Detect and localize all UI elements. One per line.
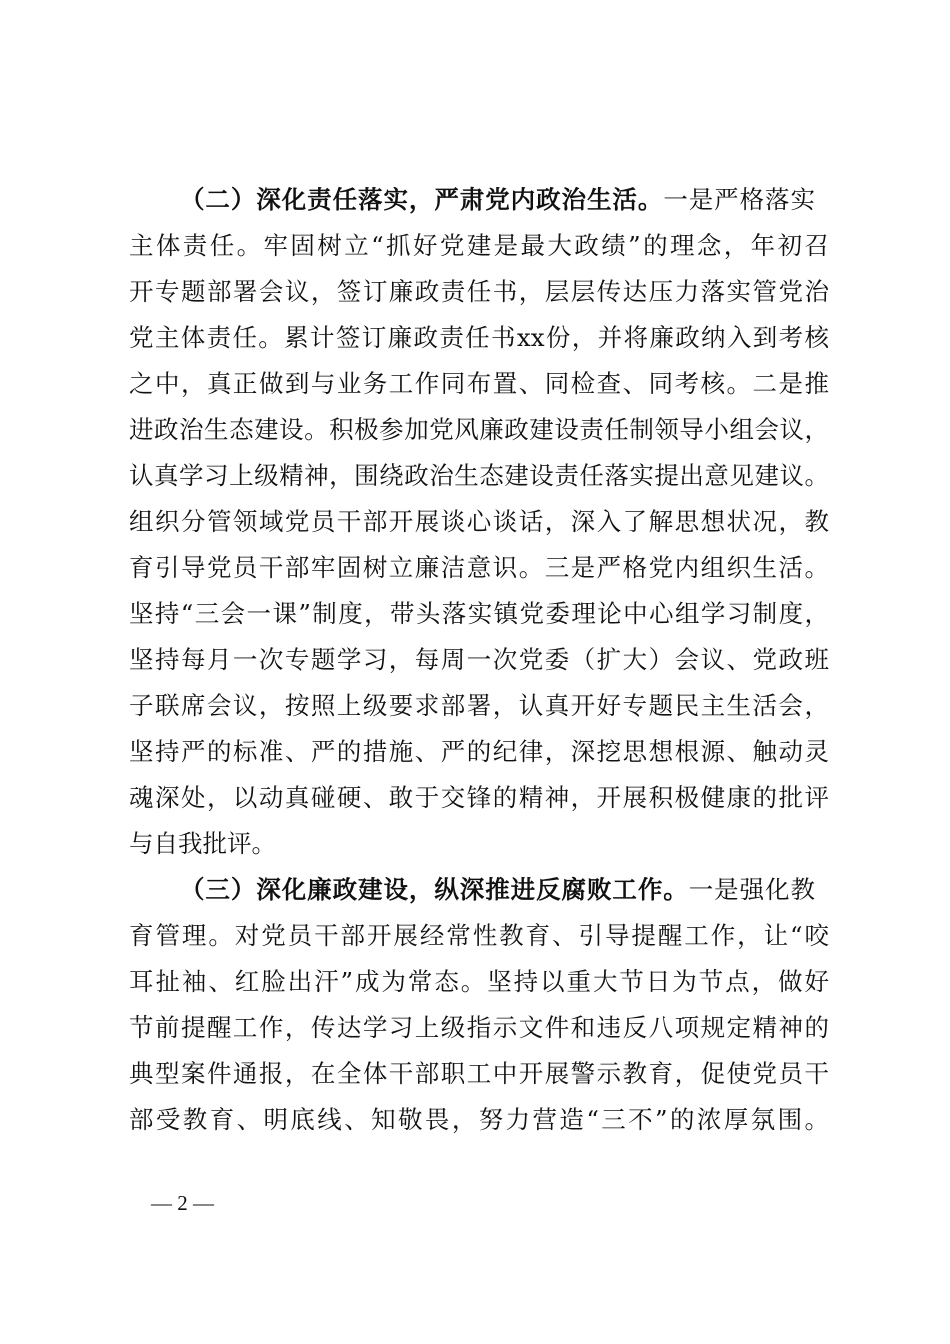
section3-heading: （三）深化廉政建设，纵深推进反腐败工作。 — [180, 875, 689, 904]
section2-paragraph-line: 育引导党员干部牢固树立廉洁意识。三是严格党内组织生活。 — [129, 553, 829, 582]
section2-paragraph-line: 之中，真正做到与业务工作同布置、同检查、同考核。二是推 — [129, 369, 829, 398]
section2-paragraph-line: 魂深处，以动真碰硬、敢于交锋的精神，开展积极健康的批评 — [129, 783, 829, 812]
section2-line1-text: 一是严格落实 — [663, 185, 815, 214]
section2-paragraph-line: 认真学习上级精神，围绕政治生态建设责任落实提出意见建议。 — [129, 461, 829, 490]
section2-paragraph-line: 组织分管领域党员干部开展谈心谈话，深入了解思想状况，教 — [129, 507, 829, 536]
section2-paragraph-line: 子联席会议，按照上级要求部署，认真开好专题民主生活会， — [129, 691, 829, 720]
section2-paragraph-line: 坚持“三会一课”制度，带头落实镇党委理论中心组学习制度， — [129, 599, 829, 628]
section2-paragraph-line: 党主体责任。累计签订廉政责任书xx份，并将廉政纳入到考核 — [129, 323, 829, 352]
section3-line1-text: 一是强化教 — [688, 875, 815, 904]
page-number: — 2 — — [151, 1191, 214, 1215]
section2-heading: （二）深化责任落实，严肃党内政治生活。 — [180, 185, 664, 214]
section3-paragraph-line: 典型案件通报，在全体干部职工中开展警示教育，促使党员干 — [129, 1059, 829, 1088]
section2-paragraph-line: 坚持严的标准、严的措施、严的纪律，深挖思想根源、触动灵 — [129, 737, 829, 766]
section2-paragraph-line: 主体责任。牢固树立“抓好党建是最大政绩”的理念，年初召 — [129, 231, 829, 260]
section2-paragraph-line: 进政治生态建设。积极参加党风廉政建设责任制领导小组会议， — [129, 415, 829, 444]
section2-paragraph-line-last: 与自我批评。 — [129, 829, 276, 858]
section3-paragraph-line: 节前提醒工作，传达学习上级指示文件和违反八项规定精神的 — [129, 1013, 829, 1042]
section3-paragraph-line: 耳扯袖、红脸出汗”成为常态。坚持以重大节日为节点，做好 — [129, 967, 829, 996]
section3-paragraph-line: 部受教育、明底线、知敬畏，努力营造“三不”的浓厚氛围。 — [129, 1105, 829, 1134]
section3-paragraph-line-1 — [180, 868, 815, 912]
section2-paragraph-line-1 — [180, 178, 815, 222]
section2-paragraph-line: 开专题部署会议，签订廉政责任书，层层传达压力落实管党治 — [129, 277, 829, 306]
section3-paragraph-line: 育管理。对党员干部开展经常性教育、引导提醒工作，让“咬 — [129, 921, 829, 950]
section2-paragraph-line: 坚持每月一次专题学习，每周一次党委（扩大）会议、党政班 — [129, 645, 829, 674]
